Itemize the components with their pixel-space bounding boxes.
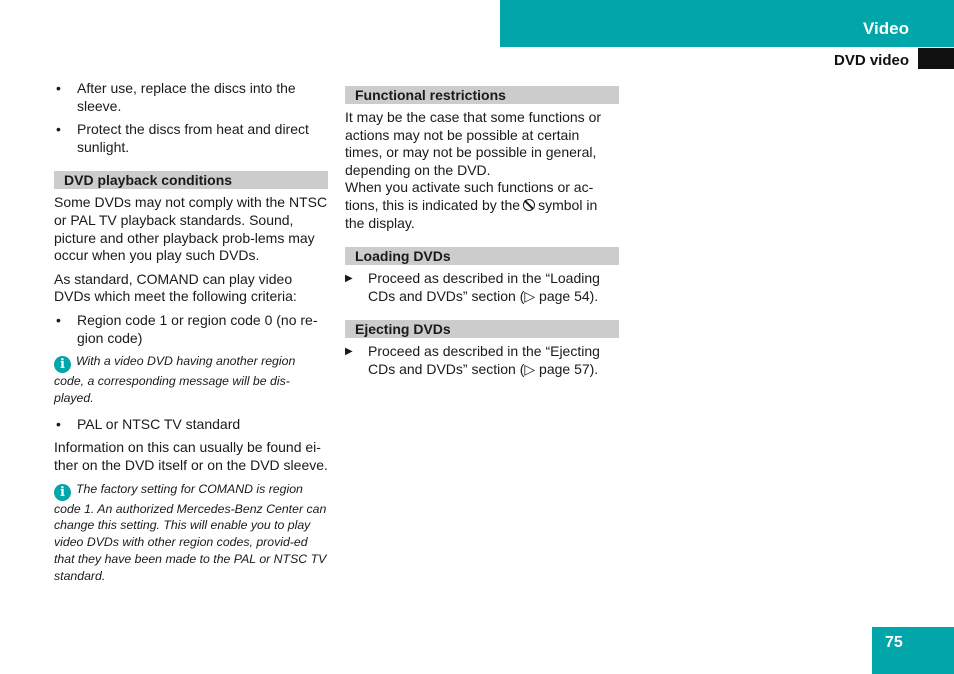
heading-ejecting-dvds: Ejecting DVDs [345,320,619,338]
section-title: DVD video [833,52,909,69]
list-item: • After use, replace the discs into the sleeve. [56,80,296,114]
list-item: • Protect the discs from heat and direct sunlight. [56,121,309,155]
step-item: ▶ Proceed as described in the “Ejecting CDs and DVDs” section (▷ page 57). [345,343,600,377]
header-bar [500,0,954,47]
bullet-icon: • [56,415,61,432]
info-note: i The factory setting for COMAND is region code 1. An authorized Mercedes-Benz Center can change this setting. This will enable you to play video DVDs with other region codes, provid-ed that they have been made to the PAL or NTSC TV standard. [54,481,327,583]
prohibited-icon [523,199,535,211]
info-icon: i [54,356,71,373]
list-item: • Region code 1 or region code 0 (no re-gion code) [56,311,318,346]
paragraph: When you activate such functions or ac-tions, this is indicated by the symbol in the display. [345,179,598,231]
step-item: ▶ Proceed as described in the “Loading CDs and DVDs” section (▷ page 54). [345,270,600,304]
bullet-icon: • [56,311,61,328]
paragraph: It may be the case that some functions or actions may not be possible at certain times, or may not be possible in general, depending on the DVD. [345,109,602,178]
paragraph: Information on this can usually be found ei-ther on the DVD itself or on the DVD sleeve. [54,439,328,473]
bullet-icon: • [56,80,61,96]
step-arrow-icon: ▶ [345,346,353,358]
page-number: 75 [885,634,903,651]
heading-playback-conditions: DVD playback conditions [54,171,328,189]
info-note: i With a video DVD having another region code, a corresponding message will be dis-played. [54,354,296,405]
bullet-icon: • [56,121,61,138]
section-marker [918,48,954,69]
info-icon: i [54,484,71,501]
page-number-box [872,627,954,674]
paragraph: As standard, COMAND can play video DVDs which meet the following criteria: [54,270,297,305]
middle-column [345,86,619,385]
chapter-title: Video [863,19,909,38]
heading-functional-restrictions: Functional restrictions [345,86,619,104]
step-arrow-icon: ▶ [345,273,353,285]
heading-loading-dvds: Loading DVDs [345,247,619,265]
left-column [54,80,328,593]
list-item: • PAL or NTSC TV standard [56,415,241,432]
paragraph: Some DVDs may not comply with the NTSC or PAL TV playback standards. Sound, picture and other playback prob-lems may occur when you play such DVDs. [54,194,328,264]
